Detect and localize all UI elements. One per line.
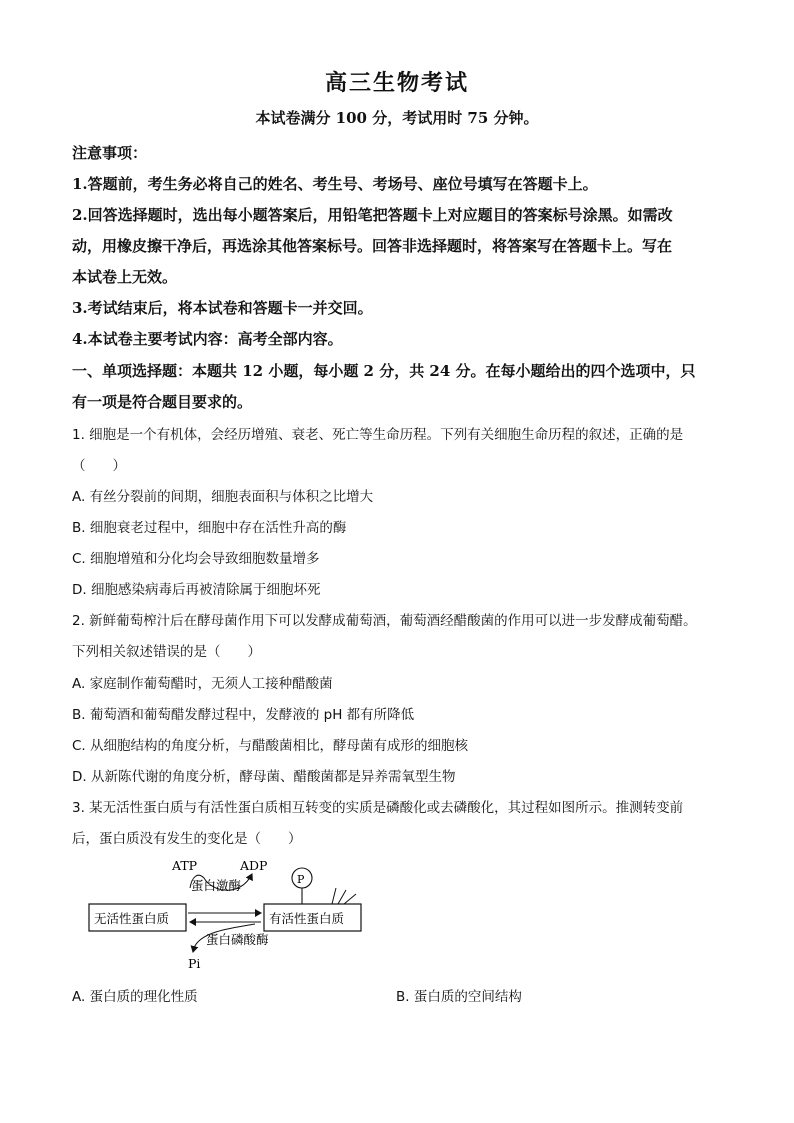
q3-option-a: A. 蛋白质的理化性质 <box>72 989 198 1005</box>
note-3: 3.考试结束后，将本试卷和答题卡一并交回。 <box>72 299 373 317</box>
notes-heading: 注意事项： <box>72 144 148 162</box>
note-1: 1.答题前，考生务必将自己的姓名、考生号、考场号、座位号填写在答题卡上。 <box>72 175 598 193</box>
section-1-instructions-line-2: 有一项是符合题目要求的。 <box>72 393 253 411</box>
note-2-line-2: 动，用橡皮擦干净后，再选涂其他答案标号。回答非选择题时，将答案写在答题卡上。写在 <box>72 237 673 255</box>
q1-option-b: B. 细胞衰老过程中，细胞中存在活性升高的酶 <box>72 520 347 536</box>
kinase-label: 蛋白激酶 <box>191 878 242 893</box>
q2-option-c: C. 从细胞结构的角度分析，与醋酸菌相比，酵母菌有成形的细胞核 <box>72 738 469 754</box>
atp-label: ATP <box>172 858 198 873</box>
note-2-line-1: 2.回答选择题时，选出每小题答案后，用铅笔把答题卡上对应题目的答案标号涂黑。如需改 <box>72 206 673 224</box>
q1-stem-line-1: 1. 细胞是一个有机体，会经历增殖、衰老、死亡等生命历程。下列有关细胞生命历程的叙述，正确的是 <box>72 427 684 443</box>
q2-option-d: D. 从新陈代谢的角度分析，酵母菌、醋酸菌都是异养需氧型生物 <box>72 769 456 785</box>
page-subtitle: 本试卷满分 100 分，考试用时 75 分钟。 <box>255 109 539 127</box>
section-1-instructions-line-1: 一、单项选择题：本题共 12 小题，每小题 2 分，共 24 分。在每小题给出的四个选项中，只 <box>72 362 696 380</box>
q1-option-d: D. 细胞感染病毒后再被清除属于细胞坏死 <box>72 582 321 598</box>
phosphatase-label: 蛋白磷酸酶 <box>206 932 269 947</box>
q1-stem-line-2: （ ） <box>72 458 126 474</box>
phosphate-label: P <box>297 873 305 886</box>
q2-option-a: A. 家庭制作葡萄醋时，无须人工接种醋酸菌 <box>72 676 333 692</box>
note-4: 4.本试卷主要考试内容：高考全部内容。 <box>72 330 343 348</box>
q3-stem-line-1: 3. 某无活性蛋白质与有活性蛋白质相互转变的实质是磷酸化或去磷酸化，其过程如图所示。推测转变前 <box>72 800 684 816</box>
q2-option-b: B. 葡萄酒和葡萄醋发酵过程中，发酵液的 pH 都有所降低 <box>72 707 415 723</box>
page-title: 高三生物考试 <box>324 70 469 96</box>
protein-phosphorylation-diagram <box>80 852 380 976</box>
active-protein-label: 有活性蛋白质 <box>269 911 345 926</box>
pi-label: Pi <box>188 956 201 971</box>
q3-stem-line-2: 后，蛋白质没有发生的变化是（ ） <box>72 831 302 847</box>
q2-stem-line-2: 下列相关叙述错误的是（ ） <box>72 644 261 660</box>
q1-option-c: C. 细胞增殖和分化均会导致细胞数量增多 <box>72 551 320 567</box>
q3-option-b: B. 蛋白质的空间结构 <box>396 989 522 1005</box>
q1-option-a: A. 有丝分裂前的间期，细胞表面积与体积之比增大 <box>72 489 374 505</box>
adp-label: ADP <box>240 858 268 873</box>
note-2-line-3: 本试卷上无效。 <box>72 268 178 286</box>
q2-stem-line-1: 2. 新鲜葡萄榨汁后在酵母菌作用下可以发酵成葡萄酒，葡萄酒经醋酸菌的作用可以进一步发酵成葡萄醋。 <box>72 613 697 629</box>
inactive-protein-label: 无活性蛋白质 <box>94 911 170 926</box>
